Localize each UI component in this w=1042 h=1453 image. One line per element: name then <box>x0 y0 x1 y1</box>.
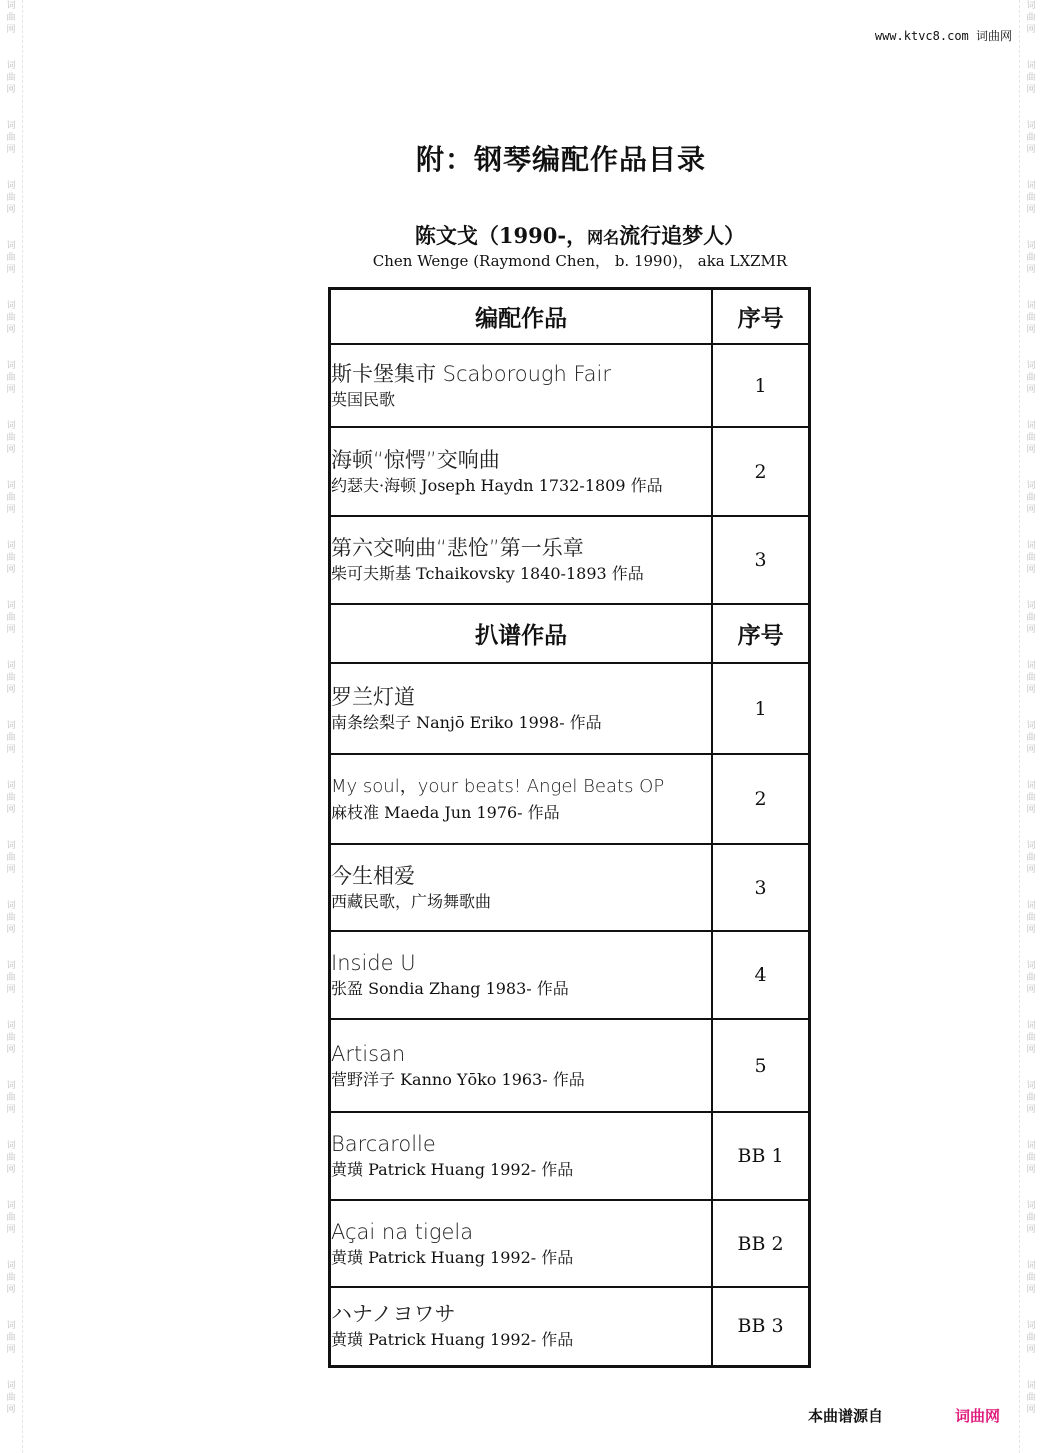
watermark-glyph: 曲 <box>1026 913 1036 923</box>
watermark-glyph: 词 <box>1026 1201 1036 1211</box>
column-header-work: 扒谱作品 <box>330 604 713 663</box>
table-row <box>330 1287 810 1366</box>
watermark-glyph-group <box>1023 1380 1039 1440</box>
watermark-glyph: 词 <box>6 481 16 491</box>
watermark-glyph: 网 <box>1026 1405 1036 1415</box>
watermark-glyph-group <box>1023 420 1039 480</box>
watermark-glyph: 网 <box>6 385 16 395</box>
watermark-glyph: 曲 <box>6 793 16 803</box>
work-composer: 黄璜 Patrick Huang 1992- 作品 <box>331 1160 574 1179</box>
watermark-glyph-group <box>1023 240 1039 300</box>
watermark-glyph: 网 <box>1026 745 1036 755</box>
watermark-glyph: 网 <box>6 745 16 755</box>
work-composer: 柴可夫斯基 Tchaikovsky 1840-1893 作品 <box>331 564 644 583</box>
watermark-glyph: 网 <box>1026 1105 1036 1115</box>
watermark-glyph: 词 <box>1026 1141 1036 1151</box>
watermark-glyph: 网 <box>6 1225 16 1235</box>
watermark-glyph: 曲 <box>1026 493 1036 503</box>
work-cell <box>330 844 713 931</box>
watermark-glyph: 曲 <box>6 613 16 623</box>
watermark-glyph-group <box>1023 660 1039 720</box>
watermark-glyph: 曲 <box>1026 853 1036 863</box>
watermark-glyph: 曲 <box>1026 793 1036 803</box>
watermark-glyph-group <box>1023 840 1039 900</box>
watermark-glyph: 词 <box>1026 721 1036 731</box>
watermark-glyph: 曲 <box>6 973 16 983</box>
watermark-glyph-group <box>3 1380 19 1440</box>
work-composer: 张盈 Sondia Zhang 1983- 作品 <box>331 979 569 998</box>
watermark-glyph: 词 <box>6 1381 16 1391</box>
watermark-glyph-group <box>1023 540 1039 600</box>
work-title: ハナノヨワサ <box>331 1302 456 1327</box>
watermark-glyph: 词 <box>1026 421 1036 431</box>
work-title: 海顿“惊愕”交响曲 <box>331 447 500 472</box>
right-watermark-strip <box>1019 0 1042 1453</box>
watermark-glyph: 曲 <box>1026 1033 1036 1043</box>
watermark-glyph: 词 <box>6 541 16 551</box>
watermark-glyph: 网 <box>1026 805 1036 815</box>
left-watermark-strip <box>0 0 23 1453</box>
watermark-glyph: 曲 <box>1026 1093 1036 1103</box>
watermark-glyph: 词 <box>1026 301 1036 311</box>
work-number: BB 2 <box>712 1200 809 1287</box>
watermark-glyph: 曲 <box>1026 553 1036 563</box>
watermark-glyph-group <box>3 1260 19 1320</box>
watermark-glyph: 网 <box>6 805 16 815</box>
watermark-glyph: 曲 <box>6 1153 16 1163</box>
watermark-glyph-group <box>3 300 19 360</box>
watermark-glyph: 曲 <box>1026 373 1036 383</box>
work-number: 5 <box>712 1019 809 1112</box>
watermark-glyph-group <box>3 420 19 480</box>
watermark-glyph: 曲 <box>6 73 16 83</box>
table-row <box>330 663 810 754</box>
watermark-glyph-group <box>3 540 19 600</box>
work-composer: 菅野洋子 Kanno Yōko 1963- 作品 <box>331 1069 585 1089</box>
work-number: 3 <box>712 516 809 604</box>
watermark-glyph: 网 <box>1026 865 1036 875</box>
table-row <box>330 516 810 604</box>
watermark-glyph: 曲 <box>6 733 16 743</box>
work-title: Barcarolle <box>331 1132 436 1156</box>
watermark-glyph: 网 <box>6 145 16 155</box>
watermark-glyph: 网 <box>6 25 16 35</box>
watermark-glyph: 词 <box>6 961 16 971</box>
work-number: 2 <box>712 754 809 844</box>
watermark-glyph: 词 <box>6 421 16 431</box>
watermark-glyph: 词 <box>1026 1 1036 11</box>
watermark-glyph: 曲 <box>6 493 16 503</box>
watermark-glyph: 曲 <box>1026 73 1036 83</box>
work-cell <box>330 1287 713 1366</box>
watermark-glyph: 词 <box>6 1021 16 1031</box>
watermark-glyph: 词 <box>1026 1081 1036 1091</box>
work-cell <box>330 1200 713 1287</box>
watermark-glyph: 曲 <box>1026 613 1036 623</box>
watermark-glyph: 曲 <box>1026 973 1036 983</box>
watermark-glyph: 网 <box>1026 685 1036 695</box>
watermark-glyph-group <box>3 780 19 840</box>
watermark-glyph: 词 <box>6 181 16 191</box>
watermark-glyph-group <box>1023 780 1039 840</box>
watermark-glyph: 词 <box>6 1201 16 1211</box>
watermark-glyph: 网 <box>1026 145 1036 155</box>
watermark-glyph: 网 <box>1026 985 1036 995</box>
work-composer: 约瑟夫·海顿 Joseph Haydn 1732-1809 作品 <box>331 475 663 495</box>
watermark-glyph: 网 <box>1026 1045 1036 1055</box>
watermark-glyph: 词 <box>6 301 16 311</box>
watermark-glyph-group <box>3 240 19 300</box>
watermark-glyph: 词 <box>1026 481 1036 491</box>
watermark-glyph-group <box>1023 600 1039 660</box>
author-alias-label: 网名 <box>587 228 620 247</box>
work-composer: 南条绘梨子 Nanjō Eriko 1998- 作品 <box>331 712 602 732</box>
watermark-glyph: 曲 <box>1026 1213 1036 1223</box>
watermark-glyph-group <box>3 360 19 420</box>
watermark-glyph-group <box>1023 60 1039 120</box>
work-number: 3 <box>712 844 809 931</box>
watermark-glyph: 曲 <box>1026 1333 1036 1343</box>
watermark-glyph-group <box>3 60 19 120</box>
watermark-glyph: 曲 <box>1026 673 1036 683</box>
watermark-glyph-group <box>1023 1080 1039 1140</box>
watermark-glyph: 词 <box>6 781 16 791</box>
watermark-glyph-group <box>3 840 19 900</box>
watermark-glyph: 网 <box>6 685 16 695</box>
watermark-column-right <box>1023 0 1039 1440</box>
work-cell <box>330 663 713 754</box>
author-alias: 流行追梦人） <box>619 223 746 248</box>
watermark-glyph: 曲 <box>6 13 16 23</box>
watermark-glyph: 曲 <box>6 1333 16 1343</box>
watermark-glyph: 网 <box>6 865 16 875</box>
watermark-glyph: 网 <box>6 505 16 515</box>
watermark-glyph: 网 <box>1026 505 1036 515</box>
watermark-glyph: 曲 <box>6 853 16 863</box>
author-english: Chen Wenge (Raymond Chen， b. 1990)， aka LXZMR <box>372 252 788 270</box>
watermark-glyph: 曲 <box>6 373 16 383</box>
watermark-glyph: 网 <box>6 1285 16 1295</box>
watermark-glyph: 词 <box>1026 541 1036 551</box>
work-number: 1 <box>712 663 809 754</box>
work-composer: 西藏民歌，广场舞歌曲 <box>331 891 492 911</box>
watermark-glyph-group <box>3 0 19 60</box>
work-composer: 黄璜 Patrick Huang 1992- 作品 <box>331 1330 574 1350</box>
watermark-glyph: 网 <box>6 445 16 455</box>
watermark-glyph: 网 <box>1026 445 1036 455</box>
watermark-glyph: 词 <box>6 721 16 731</box>
watermark-glyph: 词 <box>6 841 16 851</box>
work-title: 今生相爱 <box>331 863 415 888</box>
watermark-glyph: 曲 <box>6 1273 16 1283</box>
watermark-glyph: 曲 <box>1026 733 1036 743</box>
watermark-glyph: 词 <box>1026 1381 1036 1391</box>
watermark-glyph: 曲 <box>6 1093 16 1103</box>
watermark-glyph: 词 <box>1026 121 1036 131</box>
author-name: 陈文戈（1990-， <box>414 223 588 248</box>
watermark-glyph: 曲 <box>1026 1393 1036 1403</box>
watermark-glyph: 词 <box>6 601 16 611</box>
watermark-glyph: 词 <box>1026 241 1036 251</box>
watermark-glyph-group <box>1023 1200 1039 1260</box>
watermark-glyph: 词 <box>6 241 16 251</box>
watermark-glyph: 词 <box>1026 181 1036 191</box>
watermark-glyph-group <box>3 720 19 780</box>
watermark-glyph: 网 <box>6 565 16 575</box>
footer-source: 本曲谱源自 <box>808 1407 884 1425</box>
watermark-glyph-group <box>1023 1020 1039 1080</box>
watermark-glyph: 网 <box>6 265 16 275</box>
watermark-glyph: 网 <box>6 925 16 935</box>
watermark-glyph: 词 <box>6 1081 16 1091</box>
work-cell <box>330 1019 713 1112</box>
watermark-glyph-group <box>3 1020 19 1080</box>
watermark-glyph: 曲 <box>6 1033 16 1043</box>
work-composer: 英国民歌 <box>331 389 396 409</box>
watermark-glyph: 曲 <box>1026 313 1036 323</box>
column-header-number: 序号 <box>712 289 809 345</box>
work-title: Inside U <box>331 951 416 975</box>
watermark-glyph: 网 <box>1026 25 1036 35</box>
site-link[interactable]: www.ktvc8.com 词曲网 <box>874 29 1012 43</box>
watermark-glyph-group <box>1023 360 1039 420</box>
watermark-glyph-group <box>3 960 19 1020</box>
watermark-glyph: 词 <box>6 121 16 131</box>
watermark-glyph-group <box>3 900 19 960</box>
watermark-glyph: 网 <box>6 985 16 995</box>
watermark-glyph: 曲 <box>6 193 16 203</box>
watermark-glyph: 网 <box>6 325 16 335</box>
watermark-glyph: 网 <box>1026 1165 1036 1175</box>
column-header-number: 序号 <box>712 604 809 663</box>
watermark-glyph-group <box>1023 0 1039 60</box>
watermark-glyph: 网 <box>1026 925 1036 935</box>
watermark-glyph-group <box>3 1320 19 1380</box>
watermark-glyph: 网 <box>1026 205 1036 215</box>
watermark-glyph: 曲 <box>1026 253 1036 263</box>
watermark-glyph: 词 <box>1026 1321 1036 1331</box>
work-cell <box>330 754 713 844</box>
watermark-glyph: 网 <box>6 1105 16 1115</box>
work-title: 罗兰灯道 <box>331 684 415 709</box>
watermark-glyph: 词 <box>1026 601 1036 611</box>
work-number: 2 <box>712 427 809 516</box>
watermark-glyph: 词 <box>6 1 16 11</box>
watermark-glyph: 曲 <box>1026 433 1036 443</box>
watermark-glyph: 网 <box>6 1345 16 1355</box>
work-cell <box>330 344 713 427</box>
watermark-glyph: 网 <box>6 1165 16 1175</box>
work-cell <box>330 1112 713 1200</box>
table-row <box>330 1112 810 1200</box>
watermark-glyph-group <box>1023 1320 1039 1380</box>
watermark-column-left <box>3 0 19 1440</box>
work-cell <box>330 516 713 604</box>
watermark-glyph: 曲 <box>6 553 16 563</box>
watermark-glyph: 曲 <box>6 1393 16 1403</box>
watermark-glyph-group <box>1023 900 1039 960</box>
work-title: Artisan <box>331 1041 406 1066</box>
work-cell <box>330 931 713 1019</box>
watermark-glyph: 词 <box>1026 901 1036 911</box>
watermark-glyph: 曲 <box>6 313 16 323</box>
works-table <box>328 287 811 1368</box>
page-title: 附：钢琴编配作品目录 <box>415 143 706 176</box>
watermark-glyph: 网 <box>6 205 16 215</box>
watermark-glyph: 曲 <box>6 673 16 683</box>
watermark-glyph: 曲 <box>1026 13 1036 23</box>
work-composer: 麻枝准 Maeda Jun 1976- 作品 <box>331 803 560 822</box>
watermark-glyph: 词 <box>1026 661 1036 671</box>
watermark-glyph-group <box>3 1200 19 1260</box>
table-row <box>330 931 810 1019</box>
watermark-glyph: 词 <box>6 361 16 371</box>
watermark-glyph: 网 <box>1026 1225 1036 1235</box>
watermark-glyph: 曲 <box>1026 133 1036 143</box>
watermark-glyph-group <box>1023 1140 1039 1200</box>
table-row <box>330 1019 810 1112</box>
watermark-glyph: 网 <box>1026 1345 1036 1355</box>
table-row <box>330 344 810 427</box>
watermark-glyph: 网 <box>1026 1285 1036 1295</box>
section-header-transcribed <box>330 604 810 663</box>
watermark-glyph: 网 <box>6 1405 16 1415</box>
watermark-glyph: 网 <box>1026 325 1036 335</box>
watermark-glyph-group <box>3 600 19 660</box>
watermark-glyph: 曲 <box>6 1213 16 1223</box>
watermark-glyph: 词 <box>1026 61 1036 71</box>
watermark-glyph-group <box>1023 720 1039 780</box>
watermark-glyph: 曲 <box>6 913 16 923</box>
footer-brand[interactable]: 词曲网 <box>955 1407 1001 1425</box>
watermark-glyph: 曲 <box>6 433 16 443</box>
work-cell <box>330 427 713 516</box>
watermark-glyph-group <box>3 1140 19 1200</box>
table-row <box>330 1200 810 1287</box>
work-title: Açai na tigela <box>331 1219 474 1244</box>
work-composer: 黄璜 Patrick Huang 1992- 作品 <box>331 1247 574 1267</box>
watermark-glyph: 曲 <box>1026 193 1036 203</box>
watermark-glyph: 网 <box>1026 565 1036 575</box>
watermark-glyph: 词 <box>6 661 16 671</box>
watermark-glyph: 词 <box>6 1261 16 1271</box>
watermark-glyph-group <box>3 1080 19 1140</box>
watermark-glyph: 网 <box>6 625 16 635</box>
watermark-glyph-group <box>1023 300 1039 360</box>
watermark-glyph: 词 <box>1026 841 1036 851</box>
watermark-glyph-group <box>1023 960 1039 1020</box>
watermark-glyph: 网 <box>6 1045 16 1055</box>
watermark-glyph: 网 <box>1026 385 1036 395</box>
work-title: 斯卡堡集市 Scaborough Fair <box>331 361 612 386</box>
author-chinese <box>300 220 860 250</box>
watermark-glyph-group <box>1023 480 1039 540</box>
watermark-glyph: 词 <box>1026 781 1036 791</box>
watermark-glyph: 网 <box>6 85 16 95</box>
watermark-glyph-group <box>1023 180 1039 240</box>
column-header-work: 编配作品 <box>330 289 713 345</box>
table-row <box>330 844 810 931</box>
work-number: BB 3 <box>712 1287 809 1366</box>
work-title: 第六交响曲“悲怆”第一乐章 <box>331 536 584 560</box>
watermark-glyph: 曲 <box>1026 1153 1036 1163</box>
watermark-glyph: 词 <box>6 1321 16 1331</box>
work-number: BB 1 <box>712 1112 809 1200</box>
watermark-glyph: 曲 <box>6 253 16 263</box>
watermark-glyph: 词 <box>6 1141 16 1151</box>
work-number: 4 <box>712 931 809 1019</box>
watermark-glyph: 词 <box>6 61 16 71</box>
table-row <box>330 427 810 516</box>
watermark-glyph-group <box>1023 1260 1039 1320</box>
watermark-glyph: 词 <box>1026 1021 1036 1031</box>
watermark-glyph-group <box>3 480 19 540</box>
work-number: 1 <box>712 344 809 427</box>
section-header-arranged <box>330 289 810 345</box>
watermark-glyph: 词 <box>1026 1261 1036 1271</box>
watermark-glyph: 曲 <box>6 133 16 143</box>
watermark-glyph: 网 <box>1026 85 1036 95</box>
table-row <box>330 754 810 844</box>
watermark-glyph-group <box>3 660 19 720</box>
watermark-glyph: 网 <box>1026 625 1036 635</box>
watermark-glyph: 网 <box>1026 265 1036 275</box>
watermark-glyph: 曲 <box>1026 1273 1036 1283</box>
watermark-glyph-group <box>3 180 19 240</box>
watermark-glyph: 词 <box>6 901 16 911</box>
watermark-glyph: 词 <box>1026 961 1036 971</box>
work-title: My soul，your beats! Angel Beats OP <box>331 776 665 797</box>
watermark-glyph: 词 <box>1026 361 1036 371</box>
